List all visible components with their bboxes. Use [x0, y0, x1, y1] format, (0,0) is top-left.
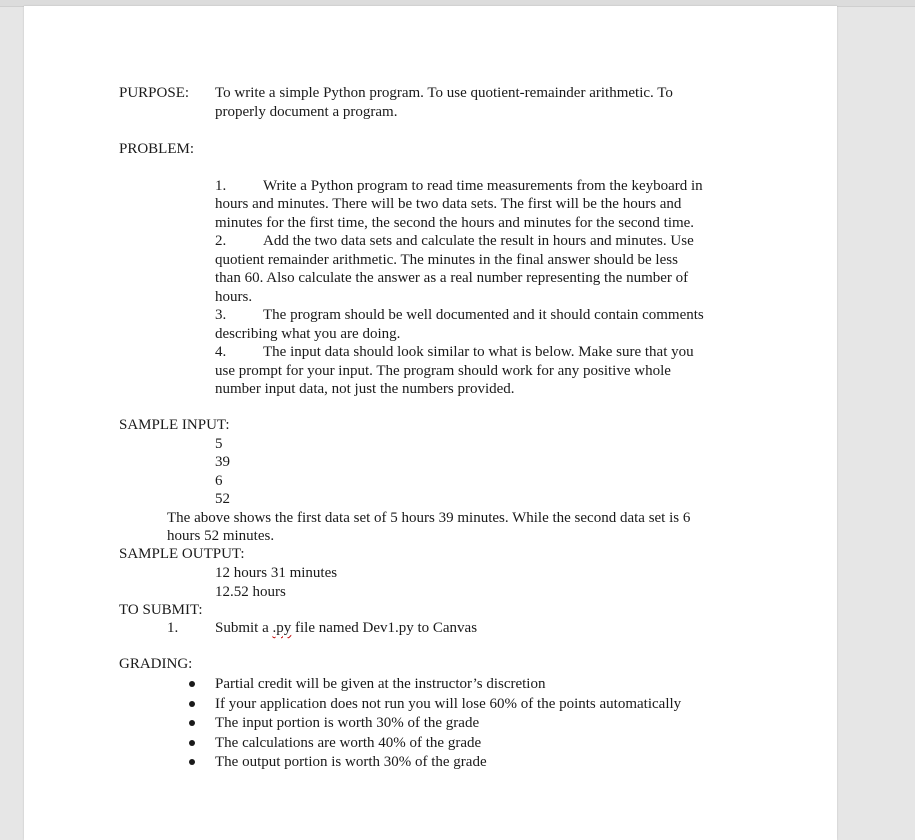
problem-item-1-line-2: hours and minutes. There will be two data sets. The first will be the hours and: [215, 196, 682, 212]
problem-item-1-number: 1.: [215, 178, 227, 194]
bullet-icon: [189, 759, 195, 765]
sample-input-note-line-2: hours 52 minutes.: [167, 528, 275, 544]
sample-output-line: 12.52 hours: [215, 584, 286, 600]
bullet-icon: [189, 720, 195, 726]
problem-item-3-number: 3.: [215, 307, 227, 323]
to-submit-label: TO SUBMIT:: [119, 602, 203, 618]
sample-input-label: SAMPLE INPUT:: [119, 417, 230, 433]
grading-bullet-item: The calculations are worth 40% of the grade: [215, 735, 482, 751]
problem-item-3-line-1: The program should be well documented and it should contain comments: [263, 307, 704, 323]
problem-item-2-number: 2.: [215, 233, 227, 249]
to-submit-number: 1.: [167, 620, 179, 636]
to-submit-text: [215, 619, 477, 638]
problem-item-4-first-line: [215, 343, 694, 362]
problem-item-2-line-2: quotient remainder arithmetic. The minutes in the final answer should be less: [215, 252, 678, 268]
problem-item-3-first-line: [215, 306, 704, 325]
purpose-line-2: properly document a program.: [215, 104, 398, 120]
grading-bullet-item: The input portion is worth 30% of the grade: [215, 715, 480, 731]
problem-item-2-line-4: hours.: [215, 289, 253, 305]
problem-item-1-line-1: Write a Python program to read time measurements from the keyboard in: [263, 178, 703, 194]
bullet-icon: [189, 740, 195, 746]
purpose-label: PURPOSE:: [119, 85, 190, 101]
grading-bullet-item: If your application does not run you will lose 60% of the points automatically: [215, 696, 682, 712]
sample-input-value: 52: [215, 491, 230, 507]
problem-item-2-line-3: than 60. Also calculate the answer as a real number representing the number of: [215, 270, 689, 286]
document-page: [24, 6, 837, 840]
sample-input-note-line-1: The above shows the first data set of 5 hours 39 minutes. While the second data set is 6: [167, 510, 691, 526]
to-submit-text-post: file named Dev1.py to Canvas: [291, 620, 478, 636]
problem-item-4-number: 4.: [215, 344, 227, 360]
problem-item-4-line-2: use prompt for your input. The program should work for any positive whole: [215, 363, 671, 379]
to-submit-text-pre: Submit a: [215, 620, 273, 636]
grading-bullet-item: Partial credit will be given at the instructor’s discretion: [215, 676, 546, 692]
bullet-icon: [189, 681, 195, 687]
purpose-line-1: To write a simple Python program. To use quotient-remainder arithmetic. To: [215, 85, 673, 101]
problem-item-1-first-line: [215, 177, 703, 196]
grading-label: GRADING:: [119, 656, 193, 672]
sample-input-value: 5: [215, 436, 223, 452]
sample-input-value: 39: [215, 454, 230, 470]
problem-item-4-line-3: number input data, not just the numbers provided.: [215, 381, 515, 397]
sample-output-label: SAMPLE OUTPUT:: [119, 546, 245, 562]
grading-bullet-item: The output portion is worth 30% of the grade: [215, 754, 487, 770]
problem-item-2-first-line: [215, 232, 694, 251]
spellcheck-flagged-word[interactable]: .py: [272, 620, 292, 636]
problem-item-3-line-2: describing what you are doing.: [215, 326, 401, 342]
problem-item-1-line-3: minutes for the first time, the second the hours and minutes for the second time.: [215, 215, 695, 231]
bullet-icon: [189, 701, 195, 707]
sample-output-line: 12 hours 31 minutes: [215, 565, 338, 581]
problem-item-2-line-1: Add the two data sets and calculate the result in hours and minutes. Use: [263, 233, 694, 249]
sample-input-value: 6: [215, 473, 223, 489]
problem-item-4-line-1: The input data should look similar to what is below. Make sure that you: [263, 344, 694, 360]
problem-label: PROBLEM:: [119, 141, 195, 157]
